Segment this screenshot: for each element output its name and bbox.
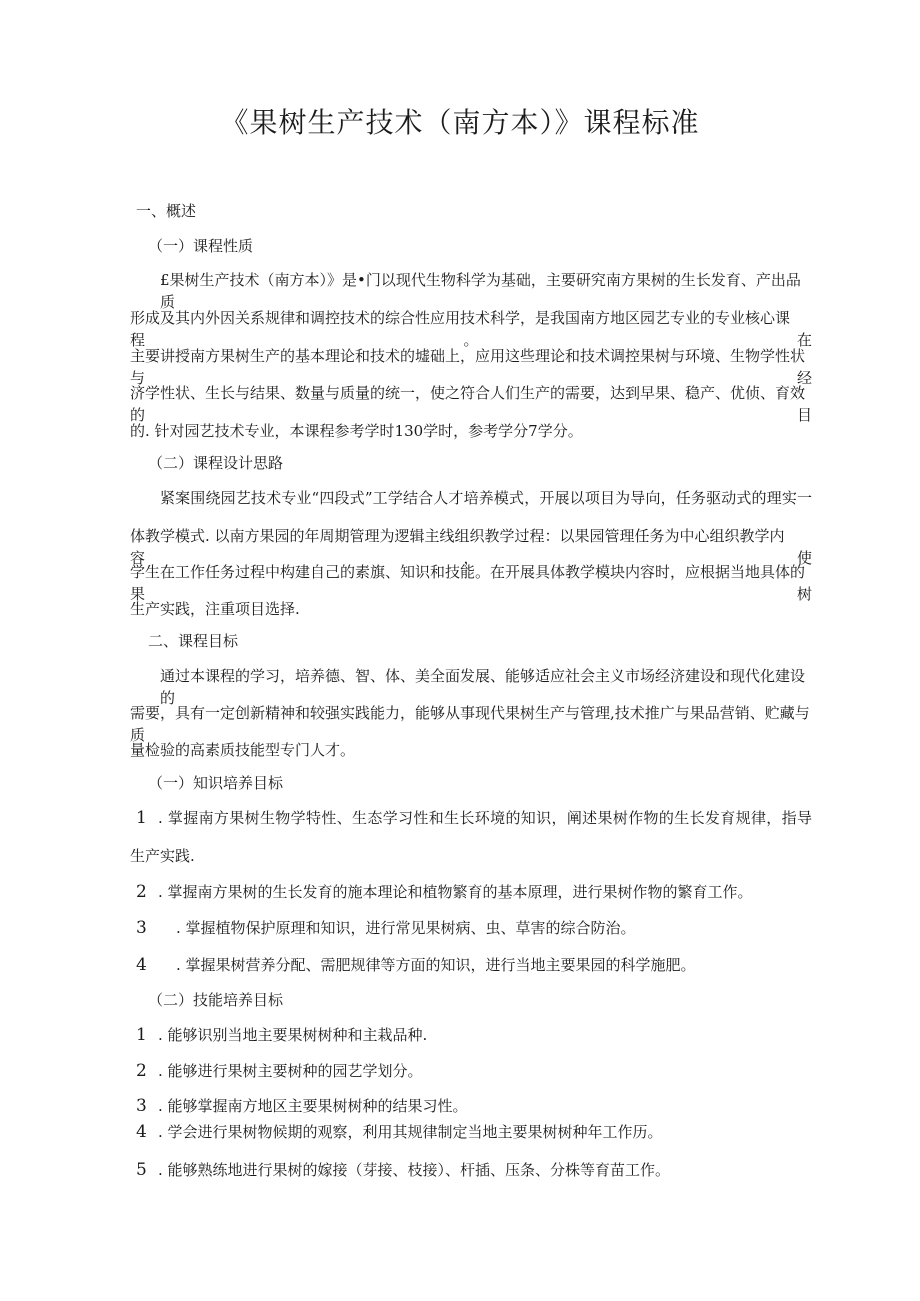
item-text: . 能够掌握南方地区主要果树树种的结果习性。 bbox=[158, 1097, 468, 1115]
item-text: . 能够识别当地主要果树树种和主栽品种. bbox=[158, 1026, 428, 1044]
item-text: . 能够熟练地进行果树的嫁接（芽接、枝接）、杆插、压条、分株等育苗工作。 bbox=[158, 1161, 671, 1179]
paragraph-line: 济学性状、生长与结果、数量与质量的统一，使之符合人们生产的需要，达到早果、稳产、优侦、育效的目 bbox=[130, 384, 812, 424]
item-number: 3 bbox=[136, 918, 147, 938]
paragraph-line: 的. 针对园艺技术专业，本课程参考学时130学时，参考学分7学分。 bbox=[130, 422, 583, 440]
item-text: . 掌握南方果树的生长发育的施本理论和植物繁育的基本原理，进行果树作物的繁育工作。 bbox=[158, 883, 753, 901]
item-text: . 能够进行果树主要树种的园艺学划分。 bbox=[158, 1062, 423, 1080]
subheading-skill-goals: （二）技能培养目标 bbox=[148, 991, 284, 1009]
paragraph-line: 生产实践，注重项目选择. bbox=[130, 600, 300, 618]
item-number: 2 bbox=[136, 882, 147, 902]
paragraph-line: 主要讲授南方果树生产的基本理论和技术的墟础上，应用这些理论和技术调控果树与环境、生物学性状与经 bbox=[130, 347, 812, 387]
item-number: 1 bbox=[136, 1025, 147, 1045]
subheading-knowledge-goals: （一）知识培养目标 bbox=[148, 774, 284, 792]
knowledge-item bbox=[136, 917, 816, 939]
skill-item bbox=[136, 1024, 816, 1046]
item-number: 2 bbox=[136, 1061, 147, 1081]
skill-item bbox=[136, 1095, 816, 1117]
paragraph-line: 量检验的高素质技能型专门人才。 bbox=[130, 741, 356, 759]
item-text: . 掌握南方果树生物学特性、生态学习性和生长环境的知识，阐述果树作物的生长发育规律，指导 bbox=[158, 809, 812, 827]
document-title: 《果树生产技术（南方本）》课程标准 bbox=[220, 106, 700, 139]
section-heading-overview: 一、概述 bbox=[136, 202, 197, 220]
item-text: . 掌握果树营养分配、需肥规律等方面的知识，进行当地主要果园的科学施肥。 bbox=[176, 956, 696, 974]
knowledge-item-continuation: 生产实践. bbox=[130, 847, 195, 865]
paragraph-line: £果树生产技术（南方本）》是•门以现代生物科学为基础，主要研究南方果树的生长发育、产出品质 bbox=[160, 271, 801, 311]
item-number: 4 bbox=[136, 955, 147, 975]
paragraph-line: 通过本课程的学习，培养德、智、体、美全面发展、能够适应社会主义市场经济建设和现代化建设的 bbox=[160, 667, 806, 707]
paragraph-line: 紧案围绕园艺技术专业“四段式”工学结合人才培养模式，开展以项目为导向，任务驱动式的理实一 bbox=[160, 489, 812, 507]
paragraph-line: 学生在工作任务过程中构建自己的素旗、知识和技能。在开展具体教学模块内容时，应根据当地具体的果树 bbox=[130, 563, 812, 603]
subheading-course-nature: （一）课程性质 bbox=[148, 237, 254, 255]
skill-item bbox=[136, 1121, 816, 1143]
knowledge-item bbox=[136, 954, 816, 976]
paragraph-line: 形成及其内外因关系规律和调控技术的综合性应用技术科学，是我国南方地区园艺专业的专业核心课程。在 bbox=[130, 309, 812, 349]
paragraph-line: 体教学模式. 以南方果园的年周期管理为逻辑主线组织教学过程：以果园管理任务为中心组织教学内容，使 bbox=[130, 527, 812, 567]
item-number: 1 bbox=[136, 808, 147, 828]
item-text: . 掌握植物保护原理和知识，进行常见果树病、虫、草害的综合防治。 bbox=[176, 919, 636, 937]
skill-item bbox=[136, 1060, 816, 1082]
item-number: 4 bbox=[136, 1122, 147, 1142]
item-number: 5 bbox=[136, 1160, 147, 1180]
item-text: . 学会进行果树物候期的观察，利用其规律制定当地主要果树树种年工作历。 bbox=[158, 1123, 663, 1141]
item-number: 3 bbox=[136, 1096, 147, 1116]
subheading-design-idea: （二）课程设计思路 bbox=[148, 454, 284, 472]
knowledge-item bbox=[136, 807, 812, 829]
paragraph-line: 需要，具有一定创新精神和较强实践能力，能够从事现代果树生产与管理,技术推广与果品营销、贮藏与质 bbox=[130, 704, 810, 744]
skill-item bbox=[136, 1159, 816, 1181]
knowledge-item bbox=[136, 881, 816, 903]
section-heading-objectives: 二、课程目标 bbox=[148, 632, 239, 650]
